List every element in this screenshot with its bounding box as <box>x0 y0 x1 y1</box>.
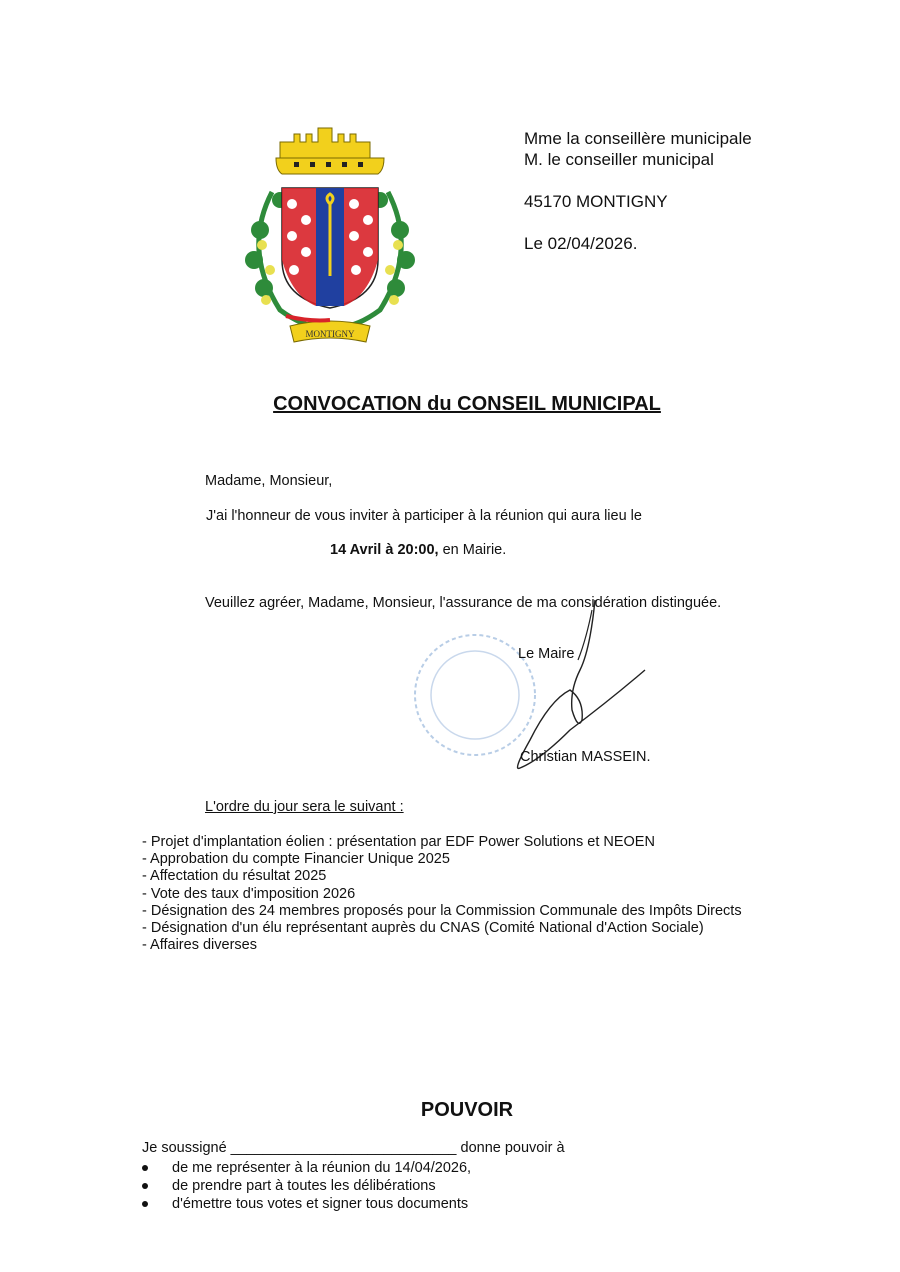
meeting-place: en Mairie. <box>438 542 507 558</box>
agenda-list <box>142 834 742 954</box>
mural-crown-icon <box>276 128 384 174</box>
shield-icon <box>282 188 378 308</box>
proxy-title: POUVOIR <box>420 1099 514 1121</box>
proxy-power-item: d'émettre tous votes et signer tous documents <box>142 1195 471 1213</box>
bullet-icon <box>142 1165 148 1171</box>
proxy-line <box>142 1140 565 1156</box>
proxy-prefix: Je soussigné <box>142 1140 227 1156</box>
agenda-item: - Désignation d'un élu représentant auprès du CNAS (Comité National d'Action Sociale) <box>142 920 704 937</box>
recipient-line-2: M. le conseiller municipal <box>524 150 714 169</box>
proxy-name-blank[interactable]: ____________________________ <box>230 1140 457 1156</box>
agenda-item: - Affaires diverses <box>142 937 257 954</box>
signatory-role: Le Maire <box>518 646 575 662</box>
agenda-item: - Affectation du résultat 2025 <box>142 868 327 885</box>
proxy-suffix: donne pouvoir à <box>460 1140 565 1156</box>
meeting-datetime: 14 Avril à 20:00, <box>330 542 439 558</box>
proxy-power-item: de prendre part à toutes les délibérations <box>142 1177 471 1195</box>
montigny-coat-of-arms <box>240 120 420 350</box>
bullet-icon <box>142 1201 148 1207</box>
agenda-heading: L'ordre du jour sera le suivant : <box>205 799 404 815</box>
bullet-icon <box>142 1183 148 1189</box>
signatory-name: Christian MASSEIN. <box>520 749 651 765</box>
meeting-line <box>330 542 506 558</box>
agenda-item: - Vote des taux d'imposition 2026 <box>142 885 356 902</box>
recipient-city: 45170 MONTIGNY <box>524 192 668 211</box>
document-title: CONVOCATION du CONSEIL MUNICIPAL <box>273 393 661 415</box>
closing-text: Veuillez agréer, Madame, Monsieur, l'assurance de ma considération distinguée. <box>205 595 722 611</box>
recipient-line-1: Mme la conseillère municipale <box>524 129 752 148</box>
proxy-power-item: de me représenter à la réunion du 14/04/2026, <box>142 1159 471 1177</box>
agenda-item: - Approbation du compte Financier Unique 2025 <box>142 851 450 868</box>
intro-text: J'ai l'honneur de vous inviter à participer à la réunion qui aura lieu le <box>206 508 642 524</box>
letter-date: Le 02/04/2026. <box>524 234 638 253</box>
proxy-powers-list <box>142 1159 471 1213</box>
agenda-item: - Projet d'implantation éolien : présentation par EDF Power Solutions et NEOEN <box>142 834 655 850</box>
agenda-item: - Désignation des 24 membres proposés pour la Commission Communale des Impôts Directs <box>142 902 742 919</box>
crest-banner: MONTIGNY <box>305 329 355 339</box>
salutation: Madame, Monsieur, <box>205 473 333 489</box>
